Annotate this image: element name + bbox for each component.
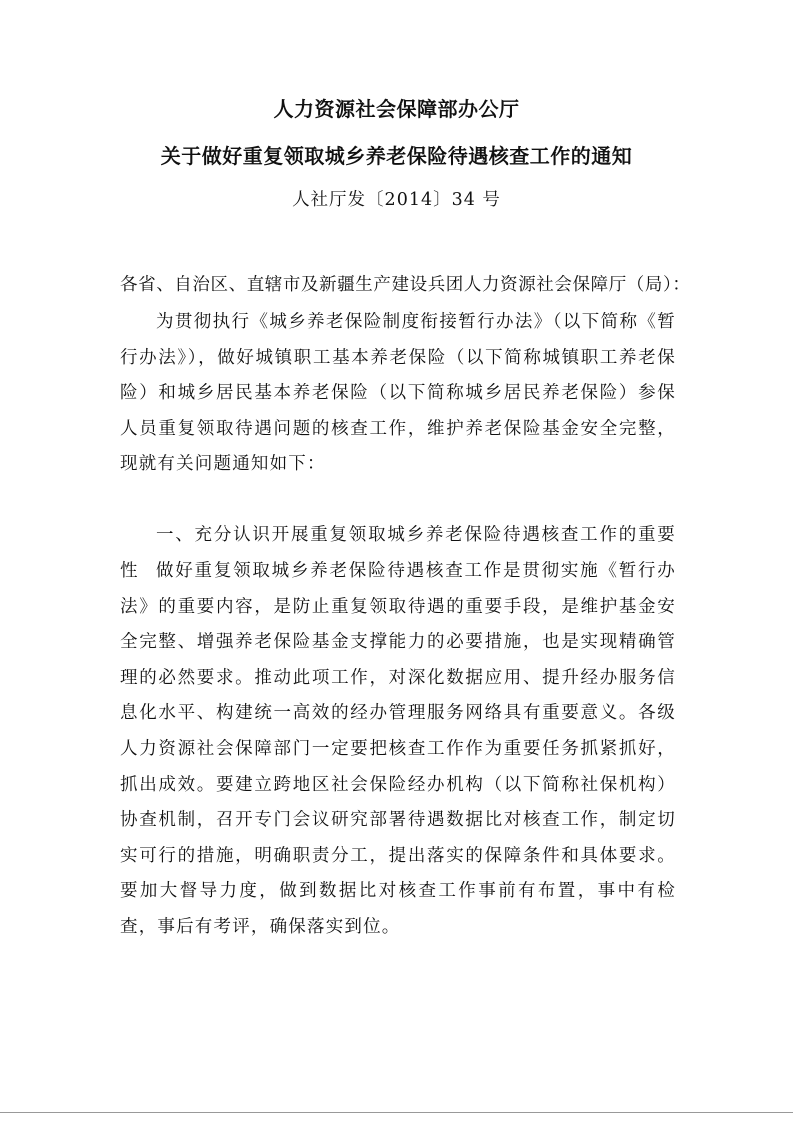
salutation: 各省、自治区、直辖市及新疆生产建设兵团人力资源社会保障厅（局）：: [120, 275, 691, 295]
page-bottom-rule: [0, 1112, 793, 1113]
section-heading: 一、充分认识开展重复领取城乡养老保险待遇核查工作的重要性: [120, 525, 676, 581]
section-paragraph: 做好重复领取城乡养老保险待遇核查工作是贯彻实施《暂行办法》的重要内容，是防止重复领取待遇的重要手段，是维护基金安全完整、增强养老保险基金支撑能力的必要措施，也是实现精确管理的必然要求。推动此项工作，对深化数据应用、提升经办服务信息化水平、构建统一高效的经办管理服务网络具有重要意义。各级人力资源社会保障部门一定要把核查工作作为重要任务抓紧抓好，抓出成效。要建立跨地区社会保险经办机构（以下简称社保机构）协查机制，召开专门会议研究部署待遇数据比对核查工作，制定切实可行的措施，明确职责分工，提出落实的保障条件和具体要求。要加大督导力度，做到数据比对核查工作事前有布置，事中有检查，事后有考评，确保落实到位。: [120, 561, 676, 937]
document-number: 人社厅发〔2014〕34 号: [292, 190, 501, 210]
document-title-issuer: 人力资源社会保障部办公厅: [273, 97, 520, 121]
document-title-subject: 关于做好重复领取城乡养老保险待遇核查工作的通知: [160, 144, 633, 168]
intro-paragraph: 为贯彻执行《城乡养老保险制度衔接暂行办法》（以下简称《暂行办法》），做好城镇职工基本养老保险（以下简称城镇职工养老保险）和城乡居民基本养老保险（以下简称城乡居民养老保险）参保人员重复领取待遇问题的核查工作，维护养老保险基金安全完整，现就有关问题通知如下：: [120, 312, 676, 475]
